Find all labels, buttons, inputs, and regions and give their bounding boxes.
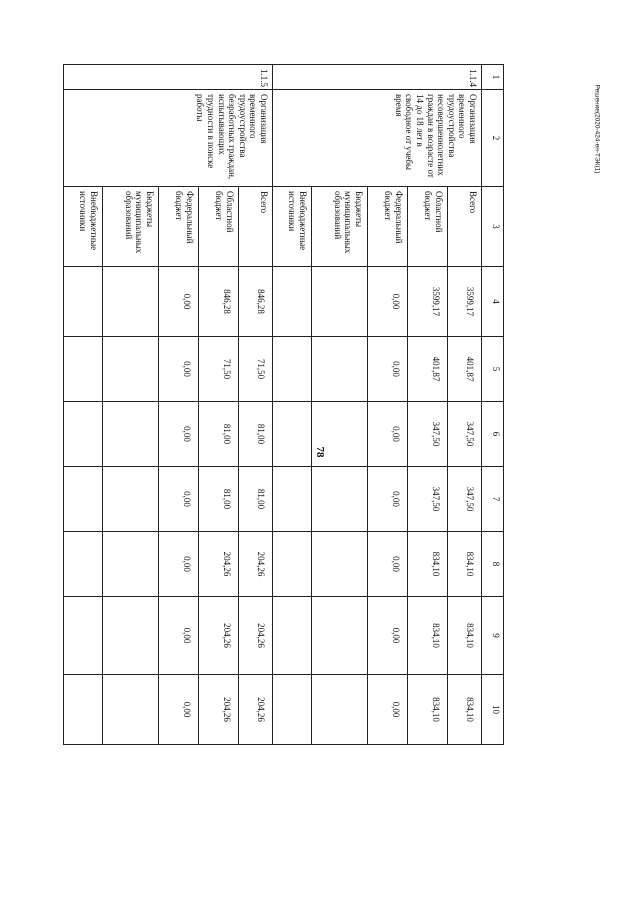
table-cell-value: 401,87 (407, 336, 448, 402)
funding-source-label: Бюджеты муниципальных образований (311, 186, 368, 267)
table-cell-value (272, 266, 312, 337)
table-cell-value (272, 401, 312, 467)
table-cell-value (63, 596, 103, 675)
column-header-4: 4 (481, 266, 504, 337)
column-header-9: 9 (481, 596, 504, 675)
table-cell-value: 0,00 (158, 674, 199, 745)
column-header-10: 10 (481, 674, 504, 745)
table-cell-value: 71,50 (198, 336, 239, 402)
table-cell-value: 204,26 (238, 531, 273, 597)
table-cell-value (311, 401, 368, 467)
table-cell-value: 0,00 (158, 266, 199, 337)
table-cell-value (311, 596, 368, 675)
table-cell-value: 0,00 (158, 466, 199, 532)
table-cell-value: 0,00 (158, 596, 199, 675)
column-header-2: 2 (481, 89, 504, 187)
table-cell-value (102, 596, 159, 675)
table-cell-value: 81,00 (238, 466, 273, 532)
table-cell-value: 0,00 (158, 401, 199, 467)
table-cell-value: 204,26 (198, 531, 239, 597)
table-cell-value (311, 466, 368, 532)
table-cell-value: 0,00 (367, 674, 408, 745)
table-cell-value: 81,00 (238, 401, 273, 467)
table-cell-value: 834,10 (447, 596, 482, 675)
table-cell-value: 834,10 (407, 531, 448, 597)
table-cell-value: 0,00 (367, 596, 408, 675)
funding-source-label: Бюджеты муниципальных образований (102, 186, 159, 267)
table-cell-value: 81,00 (198, 466, 239, 532)
table-cell-value: 347,50 (407, 401, 448, 467)
table-cell-value (102, 531, 159, 597)
table-cell-value (63, 266, 103, 337)
column-header-5: 5 (481, 336, 504, 402)
row-code: 1.1.4 (272, 64, 482, 90)
table-cell-value: 0,00 (367, 401, 408, 467)
column-header-7: 7 (481, 466, 504, 532)
table-cell-value: 347,50 (447, 401, 482, 467)
table-cell-value: 834,10 (447, 531, 482, 597)
table-cell-value (272, 596, 312, 675)
table-cell-value: 834,10 (447, 674, 482, 745)
row-name: Организация временного трудоустройства несовершеннолетних граждан в возрасте от 14 до 18 лет в свободное от учебы время (272, 89, 482, 187)
column-header-1: 1 (481, 64, 504, 90)
table-cell-value (102, 266, 159, 337)
table-cell-value (63, 336, 103, 402)
table-cell-value (63, 674, 103, 745)
table-cell-value: 204,26 (198, 596, 239, 675)
table-cell-value: 3599,17 (447, 266, 482, 337)
table-cell-value: 204,26 (238, 596, 273, 675)
column-header-8: 8 (481, 531, 504, 597)
table-cell-value (311, 674, 368, 745)
table-cell-value (272, 466, 312, 532)
table-cell-value (311, 336, 368, 402)
table-cell-value: 0,00 (367, 466, 408, 532)
table-cell-value (102, 674, 159, 745)
table-cell-value: 0,00 (367, 531, 408, 597)
table-cell-value: 71,50 (238, 336, 273, 402)
table-cell-value: 846,28 (198, 266, 239, 337)
table-cell-value (102, 336, 159, 402)
funding-source-label: Всего (238, 186, 273, 267)
table-cell-value (311, 531, 368, 597)
funding-source-label: Внебюджетные источники (63, 186, 103, 267)
column-header-6: 6 (481, 401, 504, 467)
table-cell-value: 846,28 (238, 266, 273, 337)
table-cell-value (63, 531, 103, 597)
funding-source-label: Областной бюджет (198, 186, 239, 267)
table-cell-value: 81,00 (198, 401, 239, 467)
table-cell-value: 401,87 (447, 336, 482, 402)
document-reference: Решение(2020-424-ен-ТЭК(1) (593, 84, 601, 174)
table-cell-value (272, 674, 312, 745)
table-cell-value: 347,50 (407, 466, 448, 532)
table-cell-value (272, 531, 312, 597)
table-cell-value: 834,10 (407, 596, 448, 675)
table-cell-value (63, 466, 103, 532)
table-cell-value (272, 336, 312, 402)
page-number: 78 (314, 446, 326, 458)
column-header-3: 3 (481, 186, 504, 267)
table-cell-value (102, 466, 159, 532)
table-cell-value (102, 401, 159, 467)
funding-source-label: Федеральный бюджет (158, 186, 199, 267)
row-name: Организация временного трудоустройства безработных граждан, испытывающих трудности в поиске работы (63, 89, 273, 187)
table-cell-value: 3599,17 (407, 266, 448, 337)
table-cell-value: 0,00 (367, 266, 408, 337)
table-cell-value: 0,00 (158, 531, 199, 597)
table-cell-value: 0,00 (158, 336, 199, 402)
table-cell-value: 204,26 (238, 674, 273, 745)
table-cell-value: 204,26 (198, 674, 239, 745)
row-code: 1.1.5 (63, 64, 273, 90)
table-cell-value (311, 266, 368, 337)
table-cell-value: 834,10 (407, 674, 448, 745)
table-cell-value: 347,50 (447, 466, 482, 532)
funding-source-label: Всего (447, 186, 482, 267)
funding-source-label: Внебюджетные источники (272, 186, 312, 267)
funding-source-label: Федеральный бюджет (367, 186, 408, 267)
table-cell-value: 0,00 (367, 336, 408, 402)
budget-table-frame (78, 64, 504, 844)
table-cell-value (63, 401, 103, 467)
budget-table (78, 64, 504, 844)
funding-source-label: Областной бюджет (407, 186, 448, 267)
